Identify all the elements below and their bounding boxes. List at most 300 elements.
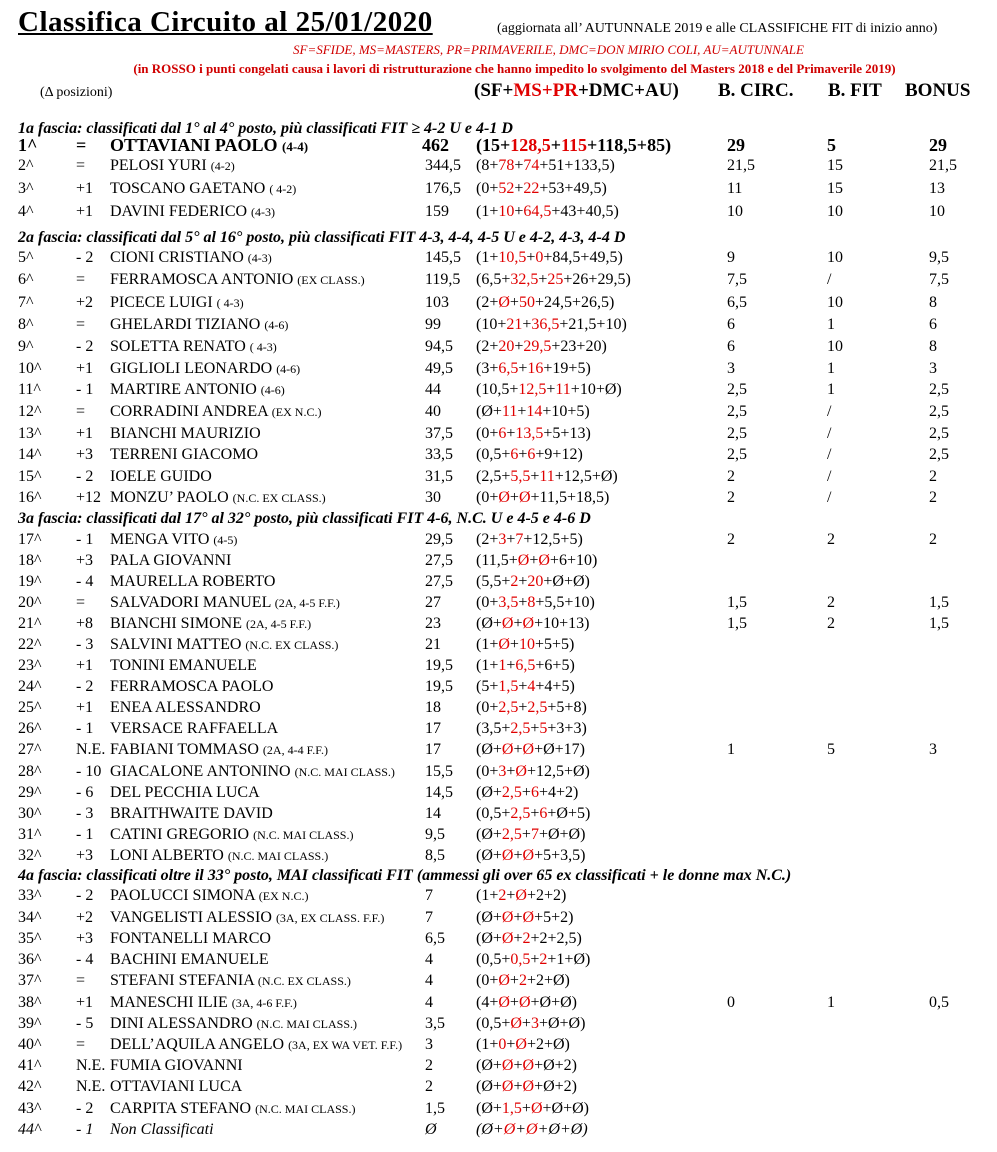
table-row xyxy=(0,887,997,908)
frozen-points: 50 xyxy=(518,294,535,311)
breakdown-part: (0+ xyxy=(476,489,499,506)
band-heading: 3a fascia: classificati dal 17° al 32° posto, più classificati FIT 4-6, N.C. U e 4-5 e 4-6 D xyxy=(18,510,591,527)
breakdown-part: +12,5+5) xyxy=(523,531,583,548)
points-breakdown-cell xyxy=(476,826,585,844)
delta-cell: N.E. xyxy=(76,741,106,758)
page-subtitle: (aggiornata all’ AUTUNNALE 2019 e alle CLASSIFICHE FIT di inizio anno) xyxy=(497,21,938,36)
breakdown-part: (0,5+ xyxy=(476,805,511,822)
delta-cell: - 3 xyxy=(76,805,94,822)
breakdown-part: +5+5) xyxy=(534,636,575,653)
rank-cell: 43^ xyxy=(18,1100,42,1117)
player-name-cell xyxy=(110,847,328,865)
points-breakdown-cell xyxy=(476,180,607,198)
header-formula-part-rest: +DMC+AU) xyxy=(577,80,679,101)
delta-cell: - 10 xyxy=(76,763,102,780)
frozen-points: 5 xyxy=(539,720,548,737)
frozen-points: 2,5 xyxy=(498,699,519,716)
bonus-cell: 8 xyxy=(929,294,937,311)
rank-cell: 29^ xyxy=(18,784,42,801)
band-heading: 1a fascia: classificati dal 1° al 4° posto, più classificati FIT ≥ 4-2 U e 4-1 D xyxy=(18,120,513,137)
frozen-points: 2,5 xyxy=(510,720,531,737)
points-breakdown-cell xyxy=(476,909,573,927)
player-name-cell xyxy=(110,360,300,378)
breakdown-part: +6+10) xyxy=(549,552,598,569)
frozen-points: 0 xyxy=(498,1036,507,1053)
player-note: (4-6) xyxy=(276,362,301,376)
frozen-points: Ø xyxy=(517,552,530,569)
b-circ-cell: 6 xyxy=(727,338,735,355)
delta-cell: N.E. xyxy=(76,1078,106,1095)
breakdown-part: +4+5) xyxy=(535,678,575,695)
player-name-cell xyxy=(110,338,277,356)
table-row xyxy=(0,720,997,741)
b-circ-cell: 2 xyxy=(727,489,735,506)
delta-cell: +1 xyxy=(76,699,94,716)
breakdown-part: + xyxy=(513,1057,523,1074)
breakdown-part: + xyxy=(518,594,528,611)
player-name: FABIANI TOMMASO xyxy=(110,741,259,758)
frozen-points: 6 xyxy=(510,446,519,463)
header-b-fit: B. FIT xyxy=(828,80,882,101)
player-note: (3A, EX WA VET. F.F.) xyxy=(288,1038,403,1052)
points-cell: 94,5 xyxy=(425,338,453,355)
delta-cell: - 4 xyxy=(76,951,94,968)
points-breakdown-cell xyxy=(476,784,578,802)
frozen-points: 6,5 xyxy=(498,360,519,377)
breakdown-part: (10,5+ xyxy=(476,381,519,398)
points-cell: 15,5 xyxy=(425,763,453,780)
b-circ-cell: 9 xyxy=(727,249,735,266)
breakdown-part: +10+13) xyxy=(534,615,590,632)
breakdown-part: (1+ xyxy=(476,1036,499,1053)
rank-cell: 30^ xyxy=(18,805,42,822)
frozen-points: 3,5 xyxy=(498,594,519,611)
table-row xyxy=(0,1078,997,1099)
delta-cell: +3 xyxy=(76,930,94,947)
table-row xyxy=(0,1036,997,1057)
b-circ-cell: 11 xyxy=(727,180,743,197)
table-row xyxy=(0,1057,997,1078)
player-name: PICECE LUIGI xyxy=(110,294,213,311)
table-row xyxy=(0,699,997,720)
delta-cell: +1 xyxy=(76,180,94,197)
bonus-cell: 9,5 xyxy=(929,249,949,266)
points-breakdown-cell xyxy=(476,887,566,905)
delta-cell: = xyxy=(76,403,86,420)
band-heading: 4a fascia: classificati oltre il 33° posto, MAI classificati FIT (ammessi gli over 65 ex classificati + le donne max N.C.) xyxy=(18,867,792,884)
points-cell: 37,5 xyxy=(425,425,453,442)
points-breakdown-cell xyxy=(476,1121,588,1139)
breakdown-part: + xyxy=(530,951,540,968)
player-name-cell xyxy=(110,381,285,399)
rank-cell: 8^ xyxy=(18,316,34,333)
breakdown-part: + xyxy=(506,763,516,780)
frozen-points: 2,5 xyxy=(501,784,522,801)
bonus-cell: 1,5 xyxy=(929,615,949,632)
frozen-points: Ø xyxy=(522,615,535,632)
player-note: (EX N.C.) xyxy=(271,405,322,419)
table-row xyxy=(0,468,997,489)
b-fit-cell: 15 xyxy=(827,157,843,174)
player-name-cell xyxy=(110,446,258,464)
delta-cell: = xyxy=(76,157,86,174)
player-name-cell xyxy=(110,1015,357,1033)
rank-cell: 25^ xyxy=(18,699,42,716)
table-row xyxy=(0,805,997,826)
breakdown-part: + xyxy=(513,1078,523,1095)
frozen-points: 7 xyxy=(530,826,539,843)
rank-cell: 21^ xyxy=(18,615,42,632)
breakdown-part: +21,5+10) xyxy=(559,316,627,333)
player-name-cell xyxy=(110,636,338,654)
breakdown-part: + xyxy=(518,446,528,463)
player-name: PAOLUCCI SIMONA xyxy=(110,887,255,904)
frozen-points: 11 xyxy=(539,468,555,485)
b-circ-cell: 2,5 xyxy=(727,381,747,398)
breakdown-part: (1+ xyxy=(476,203,499,220)
delta-cell: = xyxy=(76,972,86,989)
breakdown-part: +Ø+5) xyxy=(547,805,591,822)
player-name: CATINI GREGORIO xyxy=(110,826,250,843)
frozen-points: 2,5 xyxy=(501,826,522,843)
b-fit-cell: 10 xyxy=(827,338,843,355)
points-breakdown-cell xyxy=(476,763,590,781)
breakdown-part: + xyxy=(522,316,532,333)
delta-cell: = xyxy=(76,316,86,333)
frozen-points: 11 xyxy=(555,381,571,398)
frozen-points: 6 xyxy=(530,784,539,801)
points-breakdown-cell xyxy=(476,203,619,221)
rank-cell: 20^ xyxy=(18,594,42,611)
delta-cell: - 6 xyxy=(76,784,94,801)
b-circ-cell: 21,5 xyxy=(727,157,755,174)
breakdown-part: + xyxy=(538,271,548,288)
player-name-cell xyxy=(110,994,297,1012)
frozen-points: Ø xyxy=(498,489,510,506)
b-fit-cell: 1 xyxy=(827,994,835,1011)
player-name-cell xyxy=(110,573,275,591)
points-breakdown-cell xyxy=(476,741,585,759)
frozen-points: 2,5 xyxy=(527,699,548,716)
frozen-points: 74 xyxy=(523,157,540,174)
table-row xyxy=(0,271,997,292)
rank-cell: 37^ xyxy=(18,972,42,989)
rank-cell: 2^ xyxy=(18,157,34,174)
frozen-points: Ø xyxy=(515,1036,527,1053)
player-name-cell xyxy=(110,763,395,781)
frozen-points: Ø xyxy=(503,1121,516,1138)
table-row xyxy=(0,1121,997,1142)
points-breakdown-cell xyxy=(476,930,582,948)
rank-cell: 27^ xyxy=(18,741,42,758)
frozen-points: 6,5 xyxy=(515,657,536,674)
player-name: OTTAVIANI PAOLO xyxy=(110,135,278,155)
frozen-points: 10,5 xyxy=(498,249,527,266)
rank-cell: 16^ xyxy=(18,489,42,506)
points-cell: 14,5 xyxy=(425,784,453,801)
frozen-points: 52 xyxy=(498,180,515,197)
points-breakdown-cell xyxy=(476,294,614,312)
frozen-points: 21 xyxy=(506,316,523,333)
table-row xyxy=(0,203,997,224)
player-note: (4-6) xyxy=(260,383,285,397)
b-fit-cell: 10 xyxy=(827,203,843,220)
breakdown-part: (1+ xyxy=(476,887,499,904)
frozen-points: Ø xyxy=(518,994,531,1011)
table-row xyxy=(0,489,997,510)
rank-cell: 40^ xyxy=(18,1036,42,1053)
points-cell: 40 xyxy=(425,403,441,420)
b-circ-cell: 6,5 xyxy=(727,294,747,311)
player-name: FERRAMOSCA ANTONIO xyxy=(110,271,294,288)
points-breakdown-cell xyxy=(476,657,575,675)
player-name-cell xyxy=(110,826,353,844)
table-row xyxy=(0,951,997,972)
breakdown-part: +19+5) xyxy=(543,360,591,377)
rank-cell: 14^ xyxy=(18,446,42,463)
bonus-cell: 2,5 xyxy=(929,403,949,420)
player-name-cell xyxy=(110,887,308,905)
breakdown-part: +Ø+2) xyxy=(534,1078,577,1095)
points-cell: 14 xyxy=(425,805,441,822)
delta-cell: = xyxy=(76,135,87,155)
player-note: (4-6) xyxy=(264,318,289,332)
player-note: (N.C. MAI CLASS.) xyxy=(255,1102,356,1116)
rank-cell: 11^ xyxy=(18,381,41,398)
breakdown-part: + xyxy=(514,203,524,220)
player-name-cell xyxy=(110,489,326,507)
player-name-cell xyxy=(110,1078,242,1096)
points-breakdown-cell xyxy=(476,1057,577,1075)
frozen-points: 2 xyxy=(522,930,531,947)
player-name-cell xyxy=(110,180,296,198)
points-cell: 3 xyxy=(425,1036,433,1053)
table-row xyxy=(0,294,997,315)
points-breakdown-cell xyxy=(476,720,587,738)
table-row xyxy=(0,763,997,784)
points-breakdown-cell xyxy=(476,531,583,549)
player-name: MAURELLA ROBERTO xyxy=(110,573,276,590)
player-name: LONI ALBERTO xyxy=(110,847,224,864)
points-breakdown-cell xyxy=(476,636,574,654)
frozen-points: 22 xyxy=(523,180,540,197)
points-breakdown-cell xyxy=(476,157,615,175)
player-name-cell xyxy=(110,403,321,421)
player-name-cell xyxy=(110,951,269,969)
table-row xyxy=(0,446,997,467)
player-name: FERRAMOSCA PAOLO xyxy=(110,678,274,695)
player-name: GHELARDI TIZIANO xyxy=(110,316,261,333)
points-breakdown-cell xyxy=(476,972,570,990)
breakdown-part: + xyxy=(514,157,524,174)
frozen-points: 6 xyxy=(527,446,536,463)
frozen-points: 2 xyxy=(498,887,507,904)
points-breakdown-cell xyxy=(476,594,595,612)
delta-cell: - 4 xyxy=(76,573,94,590)
frozen-points: 2 xyxy=(539,951,548,968)
frozen-points: Ø xyxy=(522,1078,535,1095)
frozen-points: Ø xyxy=(522,741,535,758)
breakdown-part: + xyxy=(514,338,524,355)
b-circ-cell: 7,5 xyxy=(727,271,747,288)
rank-cell: 34^ xyxy=(18,909,42,926)
points-cell: 99 xyxy=(425,316,441,333)
breakdown-part: +43+40,5) xyxy=(551,203,619,220)
player-name: TERRENI GIACOMO xyxy=(110,446,258,463)
rank-cell: 33^ xyxy=(18,887,42,904)
breakdown-part: +2+Ø) xyxy=(526,972,570,989)
breakdown-part: + xyxy=(513,847,523,864)
delta-cell: +2 xyxy=(76,909,94,926)
points-breakdown-cell xyxy=(476,1100,589,1118)
delta-cell: - 1 xyxy=(76,720,94,737)
points-breakdown-cell xyxy=(476,1078,577,1096)
points-cell: 103 xyxy=(425,294,449,311)
player-name: BIANCHI SIMONE xyxy=(110,615,242,632)
player-note: (2A, 4-4 F.F.) xyxy=(262,743,329,757)
delta-cell: = xyxy=(76,1036,86,1053)
player-name: OTTAVIANI LUCA xyxy=(110,1078,243,1095)
rank-cell: 41^ xyxy=(18,1057,42,1074)
player-name: MONZU’ PAOLO xyxy=(110,489,229,506)
breakdown-part: + xyxy=(521,1015,531,1032)
b-circ-cell: 1 xyxy=(727,741,735,758)
table-row xyxy=(0,826,997,847)
points-cell: 31,5 xyxy=(425,468,453,485)
breakdown-part: (2,5+ xyxy=(476,468,511,485)
player-name-cell xyxy=(110,135,308,156)
frozen-points: Ø xyxy=(501,930,514,947)
b-circ-cell: 3 xyxy=(727,360,735,377)
points-cell: 159 xyxy=(425,203,449,220)
delta-cell: +3 xyxy=(76,552,94,569)
player-note: (2A, 4-5 F.F.) xyxy=(274,596,340,610)
delta-cell: = xyxy=(76,271,86,288)
breakdown-part: + xyxy=(514,180,524,197)
frozen-points: 7 xyxy=(515,531,524,548)
breakdown-part: +Ø+Ø) xyxy=(543,573,590,590)
b-fit-cell: 1 xyxy=(827,381,835,398)
breakdown-part: + xyxy=(550,135,562,155)
points-breakdown-cell xyxy=(476,552,597,570)
band-heading: 2a fascia: classificati dal 5° al 16° posto, più classificati FIT 4-3, 4-4, 4-5 U e 4-2, 4-3, 4-4 D xyxy=(18,229,626,246)
delta-cell: - 2 xyxy=(76,338,94,355)
breakdown-part: +26+29,5) xyxy=(563,271,631,288)
player-name: SALVADORI MANUEL xyxy=(110,594,271,611)
b-fit-cell: 5 xyxy=(827,135,836,155)
b-fit-cell: 1 xyxy=(827,360,835,377)
b-circ-cell: 29 xyxy=(727,135,745,155)
rank-cell: 22^ xyxy=(18,636,42,653)
frozen-points: Ø xyxy=(498,294,510,311)
breakdown-part: (Ø+ xyxy=(476,1100,502,1117)
delta-cell: +3 xyxy=(76,847,94,864)
frozen-points: Ø xyxy=(510,1015,522,1032)
breakdown-part: (Ø+ xyxy=(476,741,502,758)
b-circ-cell: 2 xyxy=(727,531,735,548)
frozen-points: 3 xyxy=(498,531,507,548)
breakdown-part: (Ø+ xyxy=(476,784,502,801)
breakdown-part: + xyxy=(530,805,540,822)
points-cell: Ø xyxy=(425,1121,437,1138)
breakdown-part: +3+3) xyxy=(547,720,587,737)
breakdown-part: + xyxy=(517,403,527,420)
points-cell: 145,5 xyxy=(425,249,461,266)
player-name: PALA GIOVANNI xyxy=(110,552,232,569)
rank-cell: 24^ xyxy=(18,678,42,695)
bonus-cell: 0,5 xyxy=(929,994,949,1011)
player-note: (N.C. MAI CLASS.) xyxy=(256,1017,358,1031)
table-row xyxy=(0,531,997,552)
breakdown-part: + xyxy=(546,381,556,398)
player-name-cell xyxy=(110,615,311,633)
breakdown-part: (Ø+ xyxy=(476,1057,502,1074)
player-name: CORRADINI ANDREA xyxy=(110,403,268,420)
breakdown-part: (Ø+ xyxy=(476,1121,504,1138)
player-name: MANESCHI ILIE xyxy=(110,994,228,1011)
breakdown-part: + xyxy=(506,657,516,674)
points-cell: 2 xyxy=(425,1057,433,1074)
player-note: (N.C. EX CLASS.) xyxy=(245,638,339,652)
player-name: CARPITA STEFANO xyxy=(110,1100,252,1117)
breakdown-part: +84,5+49,5) xyxy=(543,249,623,266)
breakdown-part: +12,5+Ø) xyxy=(554,468,618,485)
points-cell: 176,5 xyxy=(425,180,461,197)
breakdown-part: + xyxy=(513,930,523,947)
bonus-cell: 2 xyxy=(929,531,937,548)
breakdown-part: (0,5+ xyxy=(476,951,511,968)
breakdown-part: (0+ xyxy=(476,699,499,716)
player-name: TONINI EMANUELE xyxy=(110,657,257,674)
breakdown-part: (4+ xyxy=(476,994,499,1011)
breakdown-part: + xyxy=(509,294,519,311)
player-name: IOELE GUIDO xyxy=(110,468,212,485)
rank-cell: 6^ xyxy=(18,271,34,288)
points-breakdown-cell xyxy=(476,338,607,356)
breakdown-part: +9+12) xyxy=(535,446,583,463)
delta-cell: - 1 xyxy=(76,1121,94,1138)
b-fit-cell: / xyxy=(827,489,832,506)
delta-cell: +2 xyxy=(76,294,94,311)
table-row xyxy=(0,615,997,636)
table-row xyxy=(0,135,997,156)
frozen-points-notice: (in ROSSO i punti congelati causa i lavori di ristrutturazione che hanno impedito lo svolgimento del Masters 2018 e del Primaverile 2019) xyxy=(133,61,896,76)
breakdown-part: +118,5+85) xyxy=(587,135,672,155)
points-breakdown-cell xyxy=(476,381,622,399)
abbreviation-legend: SF=SFIDE, MS=MASTERS, PR=PRIMAVERILE, DMC=DON MIRIO COLI, AU=AUTUNNALE xyxy=(293,42,804,57)
breakdown-part: + xyxy=(506,531,516,548)
points-cell: 9,5 xyxy=(425,826,445,843)
points-breakdown-cell xyxy=(476,951,590,969)
player-name: MARTIRE ANTONIO xyxy=(110,381,257,398)
table-row xyxy=(0,573,997,594)
bonus-cell: 2,5 xyxy=(929,425,949,442)
b-fit-cell: / xyxy=(827,403,832,420)
points-breakdown-cell xyxy=(476,847,585,865)
points-cell: 344,5 xyxy=(425,157,461,174)
breakdown-part: (Ø+ xyxy=(476,909,502,926)
player-name-cell xyxy=(110,909,384,927)
table-row xyxy=(0,909,997,930)
frozen-points: Ø xyxy=(515,763,527,780)
player-name: TOSCANO GAETANO xyxy=(110,180,266,197)
breakdown-part: (2+ xyxy=(476,294,499,311)
breakdown-part: + xyxy=(518,678,528,695)
points-cell: 19,5 xyxy=(425,657,453,674)
breakdown-part: +Ø+2) xyxy=(534,1057,577,1074)
rank-cell: 17^ xyxy=(18,531,42,548)
delta-cell: +8 xyxy=(76,615,94,632)
